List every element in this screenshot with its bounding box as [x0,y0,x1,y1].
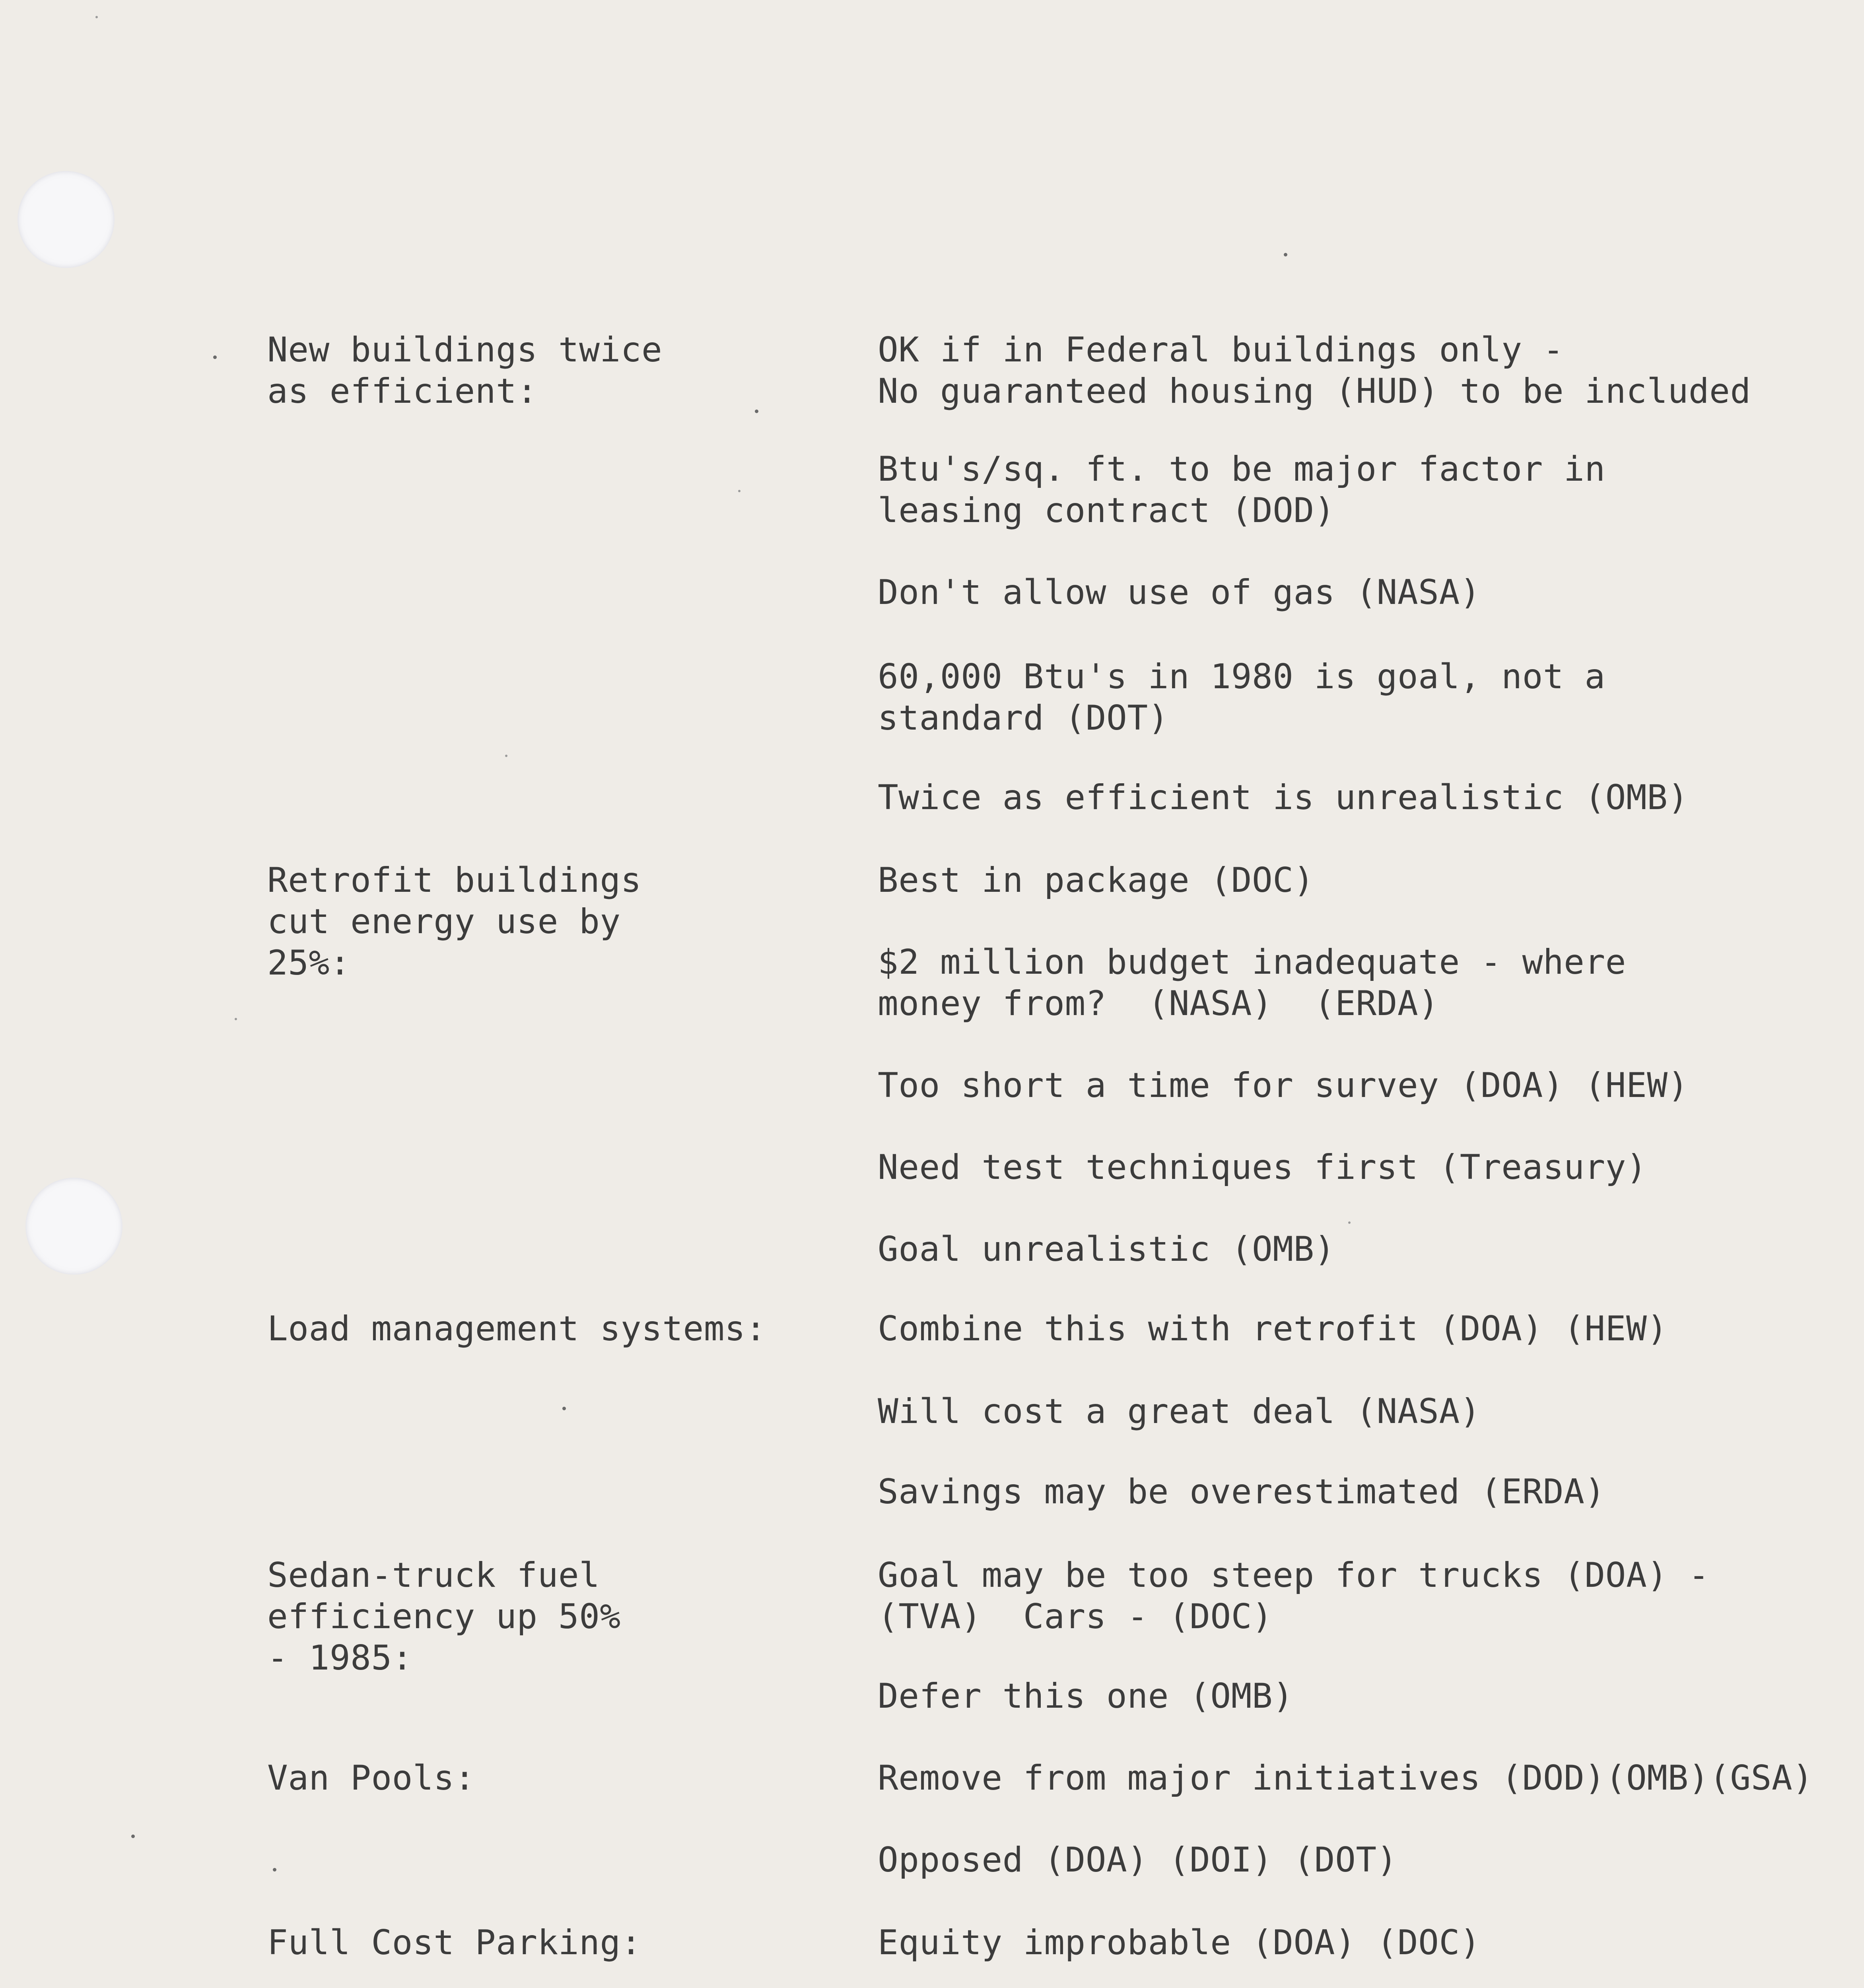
comment-1 [878,448,1605,531]
paper-speck [755,410,758,413]
comment-line: Will cost a great deal (NASA) [878,1392,1481,1431]
comment-0 [878,329,1751,412]
comment-8 [878,1147,1647,1188]
comment-line: Combine this with retrofit (DOA) (HEW) [878,1309,1668,1349]
topic-line: New buildings twice [267,330,663,370]
paper-speck [131,1835,135,1838]
comment-line: Equity improbable (DOA) (DOC) [878,1923,1481,1963]
topic-line: Full Cost Parking: [267,1923,641,1963]
punch-hole-top [17,171,115,268]
paper-speck [1348,1221,1351,1224]
topic-line: Retrofit buildings [267,860,641,900]
topic-line: Load management systems: [267,1309,766,1349]
topic-new-buildings [267,329,662,412]
paper-speck [95,16,98,18]
comment-10 [878,1308,1668,1349]
comment-line: No guaranteed housing (HUD) to be included [878,371,1751,411]
paper-speck [738,490,741,492]
comment-line: Best in package (DOC) [878,860,1314,900]
comment-2 [878,572,1481,613]
comment-line: leasing contract (DOD) [878,491,1335,530]
comment-15 [878,1757,1813,1799]
paper-speck [1284,253,1287,256]
comment-line: Too short a time for survey (DOA) (HEW) [878,1066,1689,1105]
topic-full-cost-parking [267,1922,641,1963]
comment-16 [878,1839,1398,1881]
paper-speck [235,1018,237,1020]
comment-line: Goal may be too steep for trucks (DOA) - [878,1555,1710,1595]
comment-9 [878,1229,1335,1270]
comment-14 [878,1675,1294,1717]
topic-line: - 1985: [267,1638,413,1678]
comment-line: Twice as efficient is unrealistic (OMB) [878,778,1689,817]
comment-6 [878,942,1626,1024]
comment-11 [878,1391,1481,1432]
comment-12 [878,1471,1605,1512]
topic-line: as efficient: [267,371,538,411]
comment-4 [878,777,1689,818]
comment-3 [878,656,1605,739]
paper-speck [562,1407,566,1410]
comment-line: Defer this one (OMB) [878,1676,1294,1716]
comment-line: standard (DOT) [878,698,1169,738]
comment-line: Need test techniques first (Treasury) [878,1147,1647,1187]
comment-line: Remove from major initiatives (DOD)(OMB)(GSA) [878,1758,1813,1798]
topic-retrofit-buildings [267,860,641,984]
comment-line: OK if in Federal buildings only - [878,330,1564,370]
topic-line: Sedan-truck fuel [267,1555,600,1595]
topic-sedan-truck [267,1555,621,1679]
paper-speck [273,1868,276,1872]
comment-13 [878,1555,1709,1637]
topic-line: efficiency up 50% [267,1597,621,1637]
comment-line: Savings may be overestimated (ERDA) [878,1472,1605,1512]
paper-speck [505,755,507,757]
comment-line: Opposed (DOA) (DOI) (DOT) [878,1840,1398,1880]
comment-7 [878,1065,1689,1106]
comment-line: Btu's/sq. ft. to be major factor in [878,449,1605,489]
comment-line: (TVA) Cars - (DOC) [878,1597,1273,1637]
comment-line: $2 million budget inadequate - where [878,942,1626,982]
punch-hole-middle [25,1178,122,1275]
topic-line: cut energy use by [267,902,621,942]
comment-17 [878,1922,1481,1963]
comment-line: money from? (NASA) (ERDA) [878,984,1439,1023]
topic-line: Van Pools: [267,1758,475,1798]
comment-line: Don't allow use of gas (NASA) [878,573,1481,612]
comment-5 [878,860,1314,901]
topic-van-pools [267,1757,475,1799]
topic-load-management [267,1308,766,1349]
topic-line: 25%: [267,943,351,983]
comment-line: 60,000 Btu's in 1980 is goal, not a [878,657,1605,697]
comment-line: Goal unrealistic (OMB) [878,1229,1335,1269]
paper-speck [213,355,217,359]
